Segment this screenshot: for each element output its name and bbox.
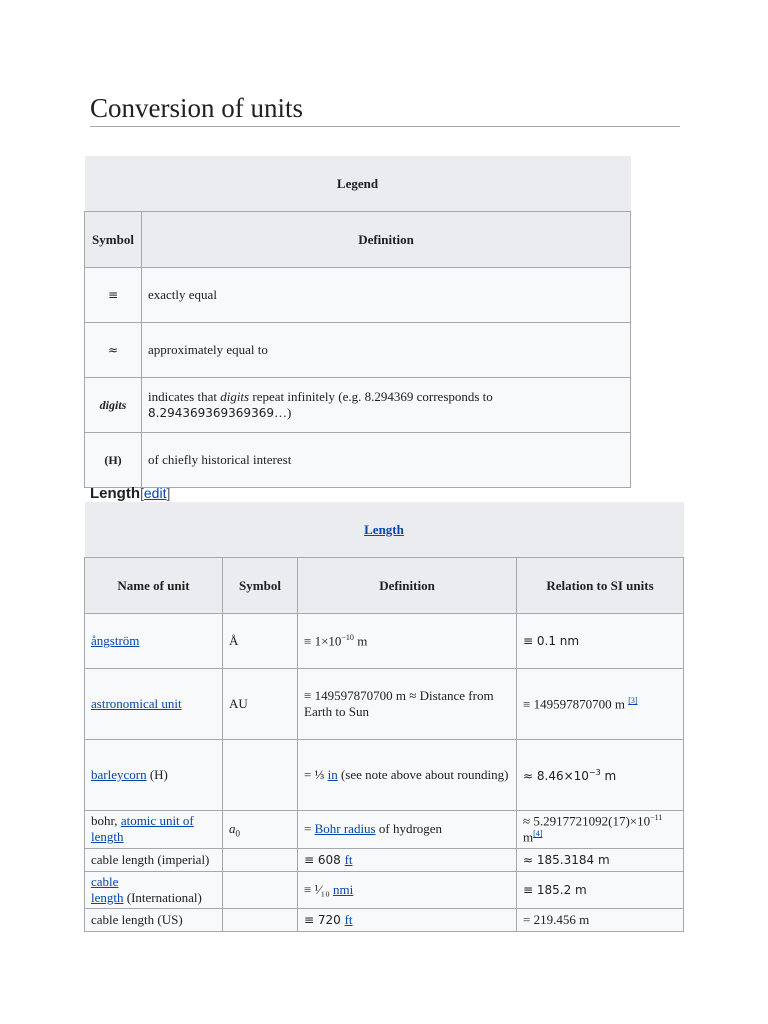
unit-definition — [298, 811, 517, 849]
foot-link[interactable]: ft — [344, 851, 353, 867]
header-name: Name of unit — [85, 558, 223, 614]
unit-relation: ≈ 185.3184 m — [517, 848, 684, 871]
unit-link[interactable]: ångström — [91, 633, 140, 648]
unit-symbol — [223, 871, 298, 908]
unit-relation — [517, 669, 684, 740]
unit-definition — [298, 908, 517, 931]
unit-definition — [298, 848, 517, 871]
table-row — [85, 908, 684, 931]
nautical-mile-link[interactable]: nmi — [332, 881, 354, 897]
symbol-subscript: 0 — [235, 828, 240, 839]
table-row — [85, 740, 684, 811]
unit-symbol — [223, 740, 298, 811]
unit-relation — [517, 811, 684, 849]
definition-text: ≡ 608 — [304, 852, 345, 867]
unit-name — [85, 871, 223, 908]
unit-relation: ≡ 185.2 m — [517, 871, 684, 908]
definition-text: = ⅓ — [304, 767, 328, 782]
length-caption — [85, 502, 684, 558]
unit-definition: ≡ 149597870700 m ≈ Distance from Earth to Sun — [298, 669, 517, 740]
definition-unit: m — [353, 633, 368, 649]
table-row — [85, 614, 684, 669]
legend-header-definition: Definition — [142, 212, 631, 268]
definition-text: (see note above about rounding) — [337, 767, 509, 782]
edit-link[interactable]: edit — [143, 485, 167, 501]
definition-text: indicates that — [148, 389, 221, 404]
section-heading-text: Length — [90, 485, 140, 502]
edit-bracket-close: ] — [166, 485, 171, 501]
legend-definition: approximately equal to — [142, 323, 631, 378]
definition-text: of hydrogen — [375, 821, 443, 837]
unit-symbol: Å — [223, 614, 298, 669]
definition-text: ≡ 720 — [304, 912, 345, 927]
legend-table — [84, 156, 631, 488]
unit-name-suffix: (International) — [123, 889, 202, 905]
unit-definition — [298, 871, 517, 908]
inch-link[interactable]: in — [327, 767, 338, 782]
legend-definition: exactly equal — [142, 268, 631, 323]
page-title: Conversion of units — [90, 92, 680, 127]
relation-text: ≈ 8.46×10 — [523, 768, 589, 783]
unit-definition — [298, 740, 517, 811]
unit-symbol — [223, 811, 298, 849]
legend-row — [85, 268, 631, 323]
table-row — [85, 669, 684, 740]
relation-unit: m — [523, 829, 534, 845]
definition-text: …) — [273, 405, 292, 420]
header-symbol: Symbol — [223, 558, 298, 614]
legend-caption: Legend — [85, 156, 631, 212]
unit-name: cable length (imperial) — [85, 848, 223, 871]
legend-row — [85, 378, 631, 433]
unit-relation: ≡ 0.1 nm — [517, 614, 684, 669]
length-table — [84, 502, 684, 932]
table-row — [85, 811, 684, 849]
legend-row — [85, 433, 631, 488]
unit-symbol — [223, 908, 298, 931]
header-relation: Relation to SI units — [517, 558, 684, 614]
relation-unit: m — [600, 768, 617, 783]
definition-text: = — [304, 821, 315, 837]
unit-link[interactable]: length — [91, 889, 124, 905]
reference-link[interactable]: [3] — [628, 695, 638, 705]
legend-symbol: (H) — [85, 433, 142, 488]
exponent: −3 — [588, 767, 601, 777]
unit-name — [85, 614, 223, 669]
relation-text: ≈ 5.2917721092(17)×10 — [523, 813, 651, 829]
definition-emphasis: digits — [220, 389, 250, 404]
header-definition: Definition — [298, 558, 517, 614]
symbol-text: a — [229, 820, 236, 836]
legend-row — [85, 323, 631, 378]
definition-fraction: ¹⁄₁₀ — [314, 881, 330, 897]
repeating-digits-example: 8.294369369369369 — [148, 406, 274, 420]
definition-text: ≡ 1×10 — [304, 633, 342, 649]
length-caption-link[interactable]: Length — [364, 521, 404, 537]
legend-header-symbol: Symbol — [85, 212, 142, 268]
unit-link[interactable]: barleycorn — [91, 767, 147, 782]
section-heading — [90, 483, 170, 504]
unit-name — [85, 669, 223, 740]
relation-text: ≡ 149597870700 m — [523, 696, 629, 712]
unit-name: cable length (US) — [85, 908, 223, 931]
edit-section-link[interactable] — [140, 485, 170, 501]
table-row — [85, 848, 684, 871]
unit-name — [85, 740, 223, 811]
unit-relation — [517, 740, 684, 811]
definition-text: repeat infinitely (e.g. 8.294369 corresponds to — [249, 389, 493, 404]
legend-symbol: ≈ — [85, 323, 142, 378]
exponent: −10 — [341, 632, 354, 642]
unit-relation: = 219.456 m — [517, 908, 684, 931]
unit-symbol: AU — [223, 669, 298, 740]
legend-symbol: ≡ — [85, 268, 142, 323]
unit-link[interactable]: cable — [91, 873, 119, 889]
definition-text: ≡ — [304, 881, 315, 897]
edit-bracket-open: [ — [140, 485, 144, 501]
exponent: −11 — [650, 813, 663, 822]
unit-symbol — [223, 848, 298, 871]
bohr-radius-link[interactable]: Bohr radius — [314, 821, 376, 837]
foot-link[interactable]: ft — [344, 911, 353, 927]
legend-symbol: digits — [85, 378, 142, 433]
unit-link[interactable]: atomic unit of length — [91, 813, 194, 845]
legend-definition: of chiefly historical interest — [142, 433, 631, 488]
legend-definition — [142, 378, 631, 433]
unit-definition — [298, 614, 517, 669]
unit-link[interactable]: astronomical unit — [91, 696, 182, 711]
unit-name-text: bohr, — [91, 813, 121, 829]
reference-link[interactable]: [4] — [533, 829, 543, 839]
unit-name — [85, 811, 223, 849]
table-row — [85, 871, 684, 908]
historical-marker: (H) — [146, 767, 168, 782]
